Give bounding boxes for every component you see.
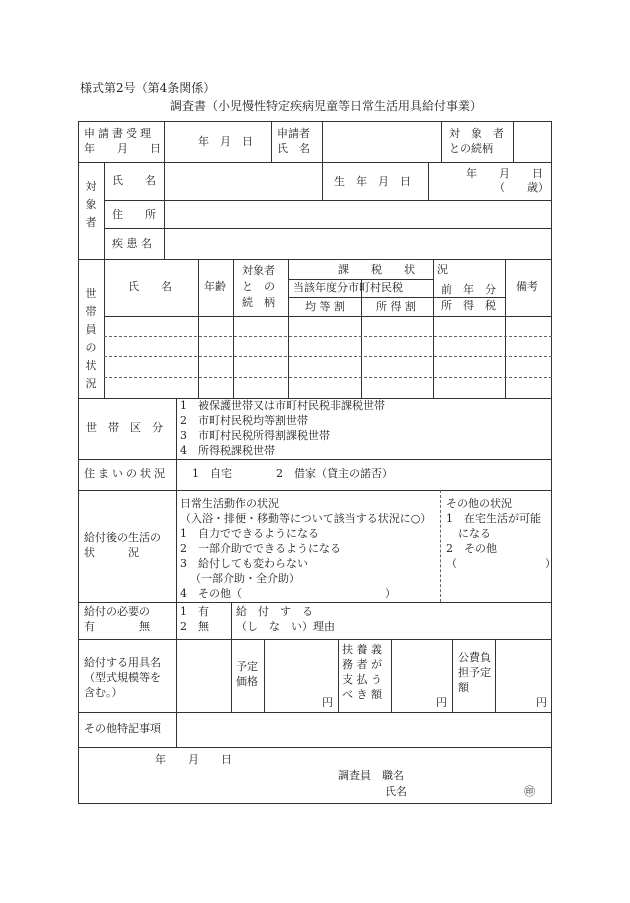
support-label: 扶 養 義 (342, 643, 382, 656)
relation-label: 対 象 者 (449, 127, 504, 140)
other-status-line-5: （ ） (446, 557, 556, 570)
class-option-3: 3 市町村民税所得割課税世帯 (180, 429, 330, 442)
receipt-label: 申請書受理 (84, 127, 154, 140)
housing-options: 1 自宅 2 借家（貸主の諾否） (192, 467, 393, 480)
public-burden-label: 公費負 (458, 651, 491, 664)
need-label: 給付の必要の (84, 605, 150, 618)
reason-label: 給 付 す る (236, 605, 313, 618)
adl-line-4: 2 一部介助でできるようになる (180, 542, 341, 555)
adl-line-6: （一部介助・全介助） (190, 572, 300, 585)
income-levy-header: 所 得 割 (376, 300, 416, 313)
seal-mark: ㊞ (524, 785, 535, 798)
applicant-label: 申請者 (277, 127, 310, 140)
price-label: 予定 (236, 660, 258, 673)
need-option-yes: 1 有 (180, 605, 209, 618)
applicant-name-label: 氏 名 (277, 142, 310, 155)
disease-label: 疾 患 名 (112, 237, 152, 250)
footer-date: 年 月 日 (155, 753, 232, 766)
support-label-2: 務 者 が (342, 658, 382, 671)
household-class-label: 世 帯 区 分 (86, 421, 163, 434)
adl-line-1: 日常生活動作の状況 (180, 497, 279, 510)
household-label: 世帯員の状況 (85, 287, 97, 390)
member-name-header: 氏 名 (128, 280, 172, 293)
public-yen: 円 (536, 696, 547, 709)
other-status-line-3: になる (458, 527, 491, 540)
after-life-label-2: 状 況 (84, 546, 139, 559)
equal-levy-header: 均 等 割 (305, 300, 345, 313)
other-status-line-2: 1 在宅生活が可能 (446, 512, 541, 525)
form-number: 様式第2号（第4条関係） (80, 81, 216, 95)
investigator-title-label: 調査員 職名 (338, 769, 404, 782)
tax-status-header: 課 税 状 況 (338, 263, 448, 276)
other-status-line-1: その他の状況 (446, 497, 512, 510)
municipal-tax-header: 当該年度分市町村民税 (293, 281, 403, 294)
price-label-2: 価格 (236, 675, 258, 688)
income-tax-header: 所 得 税 (441, 299, 496, 312)
adl-line-3: 1 自力でできるようになる (180, 527, 319, 540)
investigator-name-label: 氏名 (385, 785, 407, 798)
equipment-label: 給付する用具名 (84, 656, 161, 669)
equipment-label-2: （型式規模等を (84, 671, 161, 684)
price-yen: 円 (322, 696, 333, 709)
birth-date-field: 年 月 日 (466, 167, 543, 180)
member-relation-header: 対象者 (242, 264, 275, 277)
adl-line-2: （入浴・排便・移動等について該当する状況に○） (180, 512, 432, 525)
after-life-label: 給付後の生活の (84, 531, 161, 544)
subject-label: 対象者 (85, 180, 97, 229)
subject-name-label: 氏 名 (112, 174, 156, 187)
relation-label-2: との続柄 (449, 142, 493, 155)
receipt-date-label: 年 月 日 (84, 142, 161, 155)
remarks-header: 備考 (516, 280, 538, 293)
equipment-label-3: 含む。） (84, 686, 123, 699)
reason-label-2: （し な い）理由 (236, 620, 335, 633)
member-age-header: 年齢 (204, 280, 226, 293)
address-label: 住 所 (112, 208, 156, 221)
class-option-4: 4 所得税課税世帯 (180, 444, 275, 457)
other-status-line-4: 2 その他 (446, 542, 497, 555)
adl-line-5: 3 給付しても変わらない (180, 557, 308, 570)
notes-label: その他特記事項 (84, 722, 161, 735)
need-option-no: 2 無 (180, 620, 209, 633)
class-option-1: 1 被保護世帯又は市町村民税非課税世帯 (180, 399, 385, 412)
member-relation-header-2: と の (242, 280, 275, 293)
age-field: （ 歳） (494, 181, 549, 194)
member-relation-header-3: 続 柄 (242, 296, 275, 309)
housing-label: 住まいの状況 (84, 467, 168, 480)
birth-label: 生 年 月 日 (334, 175, 411, 188)
adl-line-7: 4 その他（ ） (180, 587, 396, 600)
support-label-4: べ き 額 (342, 688, 382, 701)
need-label-2: 有 無 (84, 620, 150, 633)
support-yen: 円 (436, 696, 447, 709)
class-option-2: 2 市町村民税均等割世帯 (180, 414, 308, 427)
prev-year-header: 前 年 分 (441, 283, 496, 296)
public-burden-label-2: 担予定 (458, 666, 491, 679)
support-label-3: 支 払 う (342, 673, 382, 686)
receipt-date-field: 年 月 日 (198, 135, 253, 148)
form-title: 調査書（小児慢性特定疾病児童等日常生活用具給付事業） (170, 99, 483, 113)
public-burden-label-3: 額 (458, 681, 469, 694)
